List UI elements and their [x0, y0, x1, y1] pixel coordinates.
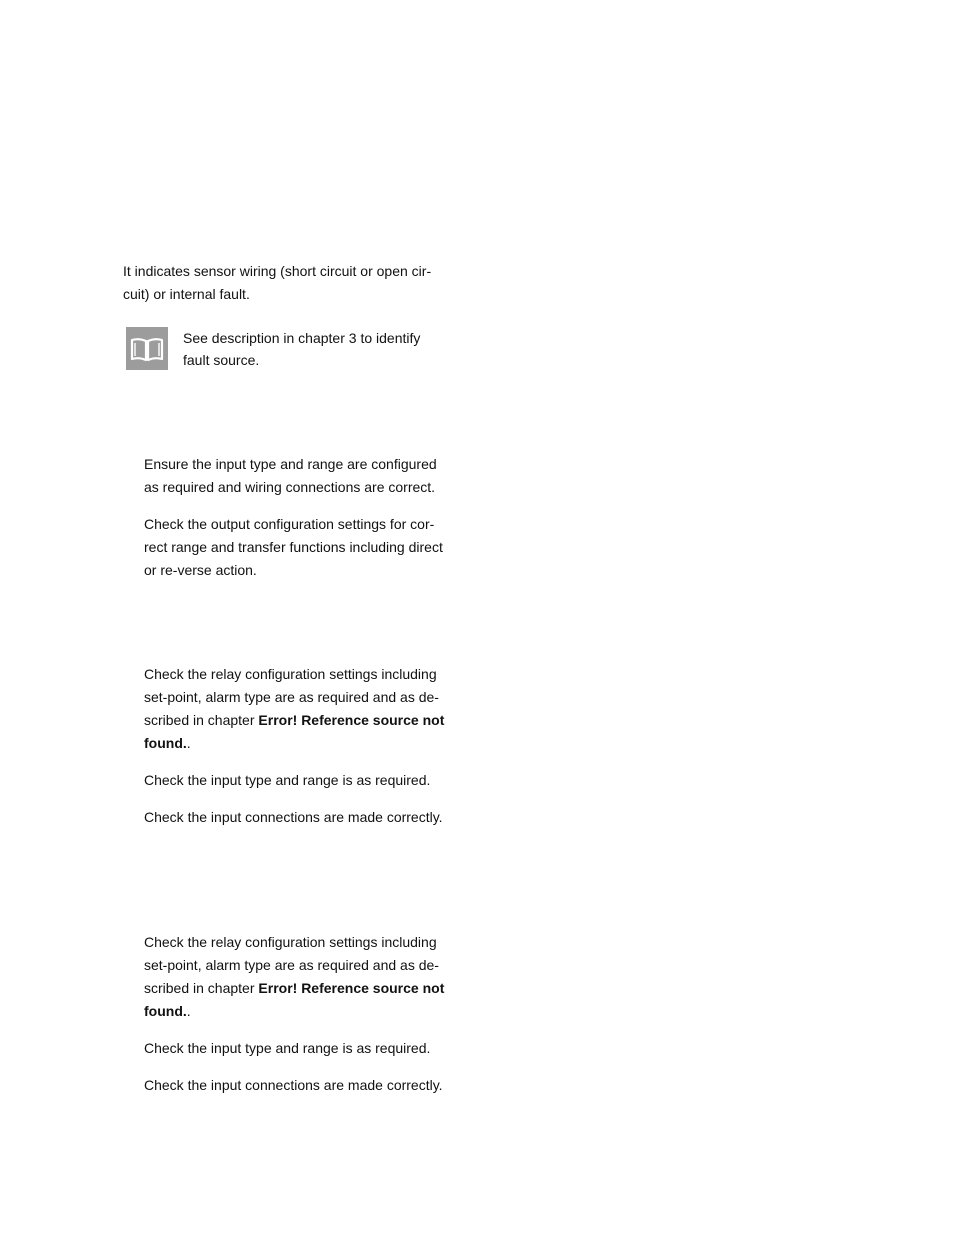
section-relay-1 [144, 663, 474, 829]
section2-p1-line: Check the relay configuration settings including [144, 666, 437, 682]
section3-p2: Check the input type and range is as required. [144, 1040, 431, 1056]
section3-p1-line: Check the relay configuration settings including [144, 934, 437, 950]
section2-p1-line [144, 709, 474, 732]
section2-ref-prefix: scribed in chapter [144, 712, 259, 728]
section2-p2: Check the input type and range is as required. [144, 772, 431, 788]
section2-ref-period: . [186, 735, 191, 751]
section-relay-2 [144, 931, 474, 1097]
section3-p1-line [144, 1000, 474, 1023]
section2-p1-line: set-point, alarm type are as required and as de- [144, 689, 439, 705]
section-input-output [144, 453, 474, 582]
section3-ref-found: found. [144, 1003, 187, 1019]
section1-p2-line: or re-verse action. [144, 562, 257, 578]
section1-p1-line: as required and wiring connections are correct. [144, 479, 436, 495]
section3-ref-error: Error! Reference source not [258, 980, 445, 996]
note-line: fault source. [183, 352, 260, 368]
section3-ref-prefix: scribed in chapter [144, 980, 259, 996]
book-icon-graphic [130, 336, 164, 362]
section3-p3: Check the input connections are made correctly. [144, 1077, 443, 1093]
note-text [183, 327, 473, 371]
section2-p3: Check the input connections are made correctly. [144, 809, 443, 825]
section2-ref-found: found. [144, 735, 187, 751]
section3-p1-line: set-point, alarm type are as required and as de- [144, 957, 439, 973]
intro-line: It indicates sensor wiring (short circuit or open cir- [123, 263, 432, 279]
book-icon [126, 327, 168, 370]
intro-line: cuit) or internal fault. [123, 286, 250, 302]
note-line: See description in chapter 3 to identify [183, 330, 421, 346]
section2-p1-line [144, 732, 474, 755]
section1-p2-line: Check the output configuration settings for cor- [144, 516, 435, 532]
section3-ref-period: . [186, 1003, 191, 1019]
section3-p1-line [144, 977, 474, 1000]
section2-ref-error: Error! Reference source not [258, 712, 445, 728]
intro-paragraph [123, 260, 463, 306]
section1-p2-line: rect range and transfer functions including direct [144, 539, 443, 555]
section1-p1-line: Ensure the input type and range are configured [144, 456, 437, 472]
